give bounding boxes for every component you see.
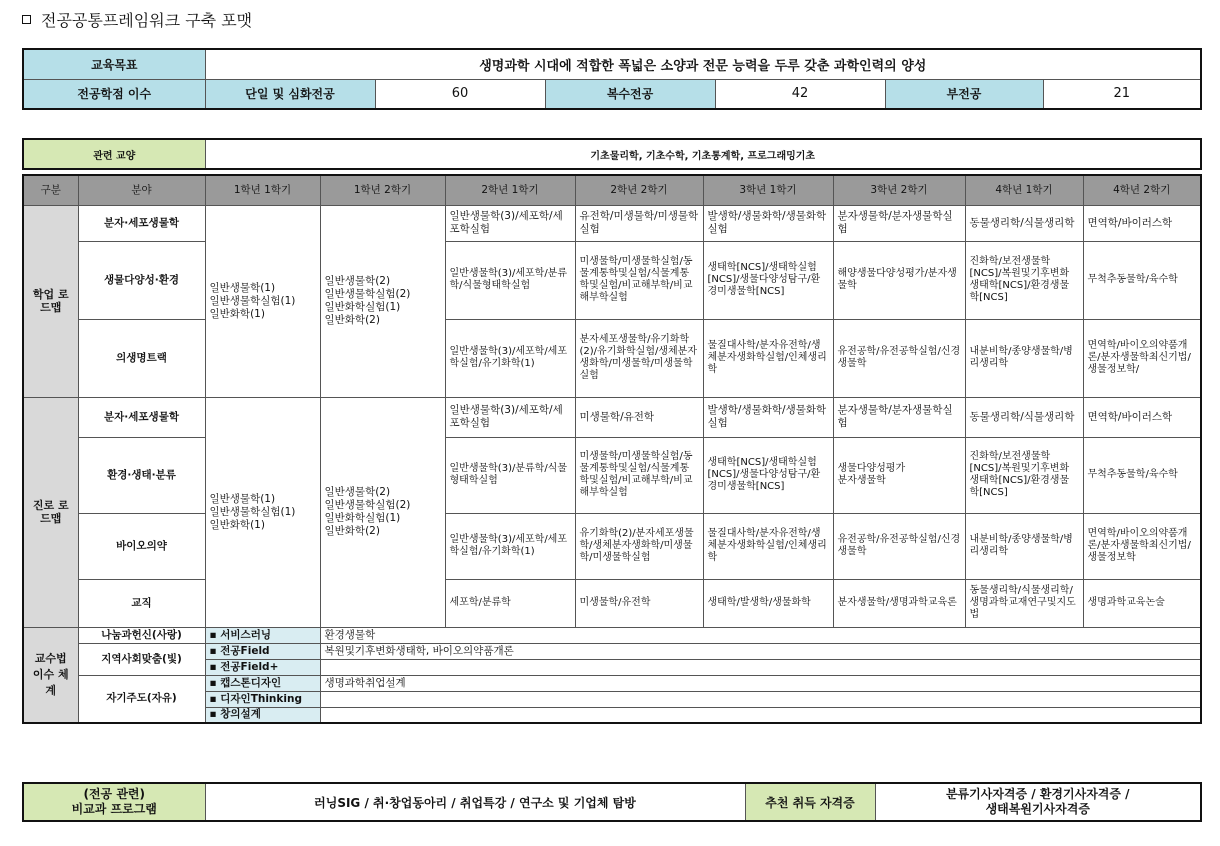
extracurricular-table [22,782,1202,822]
teach-method: ▪ 전공Field [205,643,320,659]
course-cell: 물질대사학/분자유전학/생체분자생화학실험/인체생리학 [703,513,833,579]
field-label: 교직 [78,579,205,627]
teaching-system-label: 교수법 이수 체계 [23,627,78,723]
header-category: 구분 [23,175,78,205]
course-cell: 미생물학/유전학 [575,579,703,627]
course-cell: 일반생물학(3)/세포학/세포학실험 [445,205,575,241]
roadmap-table [22,174,1202,724]
course-cell: 내분비학/종양생물학/병리생리학 [965,319,1083,397]
course-cell: 면역학/바이러스학 [1083,205,1201,241]
course-cell: 유전학/미생물학/미생물학실험 [575,205,703,241]
single-major-label: 단일 및 심화전공 [205,79,375,109]
liberal-text: 기초물리학, 기초수학, 기초통계학, 프로그래밍기초 [205,139,1201,169]
course-cell: 동물생리학/식물생리학 [965,205,1083,241]
double-major-label: 복수전공 [545,79,715,109]
course-cell: 면역학/바이러스학 [1083,397,1201,437]
course-cell: 일반생물학(1) 일반생물학실험(1) 일반화학(1) [205,205,320,397]
extracurricular-label: (전공 관련) 비교과 프로그램 [23,783,205,821]
course-cell: 물질대사학/분자유전학/생체분자생화학실험/인체생리학 [703,319,833,397]
liberal-label: 관련 교양 [23,139,205,169]
teach-group-label: 지역사회맞춤(빛) [78,643,205,675]
teach-method: ▪ 디자인Thinking [205,691,320,707]
credits-label: 전공학점 이수 [23,79,205,109]
header-y3s1: 3학년 1학기 [703,175,833,205]
teach-course [320,659,1201,675]
course-cell: 무척추동물학/육수학 [1083,437,1201,513]
header-y4s1: 4학년 1학기 [965,175,1083,205]
course-cell: 진화학/보전생물학[NCS]/복원및기후변화생태학[NCS]/환경생물학[NCS] [965,241,1083,319]
header-y1s2: 1학년 2학기 [320,175,445,205]
course-cell: 분자생물학/분자생물학실험 [833,397,965,437]
career-roadmap-label: 진로 로드맵 [23,397,78,627]
teach-course [320,707,1201,723]
course-cell: 일반생물학(2) 일반생물학실험(2) 일반화학실험(1) 일반화학(2) [320,205,445,397]
course-cell: 면역학/바이오의약품개론/분자생물학최신기법/생물정보학/ [1083,319,1201,397]
header-y3s2: 3학년 2학기 [833,175,965,205]
teach-group-label: 자기주도(자유) [78,675,205,723]
course-cell: 생물다양성평가 분자생물학 [833,437,965,513]
certificate-label: 추천 취득 자격증 [745,783,875,821]
course-cell: 미생물학/미생물학실험/동물계통학및실험/식물계통학및실험/비교해부학/비교해부학실험 [575,437,703,513]
course-cell: 분자생물학/분자생물학실험 [833,205,965,241]
course-cell: 생태학[NCS]/생태학실험[NCS]/생물다양성탐구/환경미생물학[NCS] [703,437,833,513]
teach-method: ▪ 창의설계 [205,707,320,723]
certificate-list: 분류기사자격증 / 환경기사자격증 / 생태복원기사자격증 [875,783,1201,821]
course-cell: 분자세포생물학/유기화학(2)/유기화학실험/생체분자생화학/미생물학/미생물학실험 [575,319,703,397]
header-y4s2: 4학년 2학기 [1083,175,1201,205]
course-cell: 생태학/발생학/생물화학 [703,579,833,627]
course-cell: 일반생물학(3)/분류학/식물형태학실험 [445,437,575,513]
course-cell: 분자생물학/생명과학교육론 [833,579,965,627]
course-cell: 유전공학/유전공학실험/신경생물학 [833,319,965,397]
page-title: 전공공통프레임워크 구축 포맷 [22,8,252,31]
course-cell: 내분비학/종양생물학/병리생리학 [965,513,1083,579]
teach-course: 환경생물학 [320,627,1201,643]
minor-label: 부전공 [885,79,1043,109]
teach-course: 복원및기후변화생태학, 바이오의약품개론 [320,643,1201,659]
extracurricular-programs: 러닝SIG / 취·창업동아리 / 취업특강 / 연구소 및 기업체 탐방 [205,783,745,821]
goal-label: 교육목표 [23,49,205,79]
course-cell: 일반생물학(2) 일반생물학실험(2) 일반화학실험(1) 일반화학(2) [320,397,445,627]
teach-course [320,691,1201,707]
course-cell: 세포학/분류학 [445,579,575,627]
field-label: 분자·세포생물학 [78,397,205,437]
field-label: 환경·생태·분류 [78,437,205,513]
minor-value: 21 [1043,79,1201,109]
course-cell: 해양생물다양성평가/분자생물학 [833,241,965,319]
goal-credits-table [22,48,1202,110]
teach-group-label: 나눔과헌신(사랑) [78,627,205,643]
square-bullet-icon [22,15,31,24]
field-label: 의생명트랙 [78,319,205,397]
teach-method: ▪ 서비스러닝 [205,627,320,643]
course-cell: 발생학/생물화학/생물화학실험 [703,397,833,437]
course-cell: 무척추동물학/육수학 [1083,241,1201,319]
header-y2s1: 2학년 1학기 [445,175,575,205]
course-cell: 동물생리학/식물생리학 [965,397,1083,437]
course-cell: 일반생물학(3)/세포학/분류학/식물형태학실험 [445,241,575,319]
course-cell: 미생물학/유전학 [575,397,703,437]
double-major-value: 42 [715,79,885,109]
header-y2s2: 2학년 2학기 [575,175,703,205]
course-cell: 동물생리학/식물생리학/생명과학교재연구및지도법 [965,579,1083,627]
course-cell: 발생학/생물화학/생물화학실험 [703,205,833,241]
teach-course: 생명과학취업설계 [320,675,1201,691]
teach-method: ▪ 전공Field+ [205,659,320,675]
goal-text: 생명과학 시대에 적합한 폭넓은 소양과 전문 능력을 두루 갖춘 과학인력의 양성 [205,49,1201,79]
course-cell: 일반생물학(3)/세포학/세포학실험/유기화학(1) [445,513,575,579]
single-major-value: 60 [375,79,545,109]
course-cell: 일반생물학(3)/세포학/세포학실험/유기화학(1) [445,319,575,397]
header-field: 분야 [78,175,205,205]
course-cell: 면역학/바이오의약품개론/분자생물학최신기법/생물정보학 [1083,513,1201,579]
field-label: 생물다양성·환경 [78,241,205,319]
course-cell: 미생물학/미생물학실험/동물계통학및실험/식물계통학및실험/비교해부학/비교해부학실험 [575,241,703,319]
academic-roadmap-label: 학업 로드맵 [23,205,78,397]
course-cell: 유기화학(2)/분자세포생물학/생체분자생화학/미생물학/미생물학실험 [575,513,703,579]
course-cell: 일반생물학(1) 일반생물학실험(1) 일반화학(1) [205,397,320,627]
field-label: 분자·세포생물학 [78,205,205,241]
header-y1s1: 1학년 1학기 [205,175,320,205]
course-cell: 유전공학/유전공학실험/신경생물학 [833,513,965,579]
course-cell: 생명과학교육논술 [1083,579,1201,627]
course-cell: 진화학/보전생물학[NCS]/복원및기후변화생태학[NCS]/환경생물학[NCS] [965,437,1083,513]
liberal-arts-table [22,138,1202,170]
course-cell: 일반생물학(3)/세포학/세포학실험 [445,397,575,437]
teach-method: ▪ 캡스톤디자인 [205,675,320,691]
field-label: 바이오의약 [78,513,205,579]
course-cell: 생태학[NCS]/생태학실험[NCS]/생물다양성탐구/환경미생물학[NCS] [703,241,833,319]
